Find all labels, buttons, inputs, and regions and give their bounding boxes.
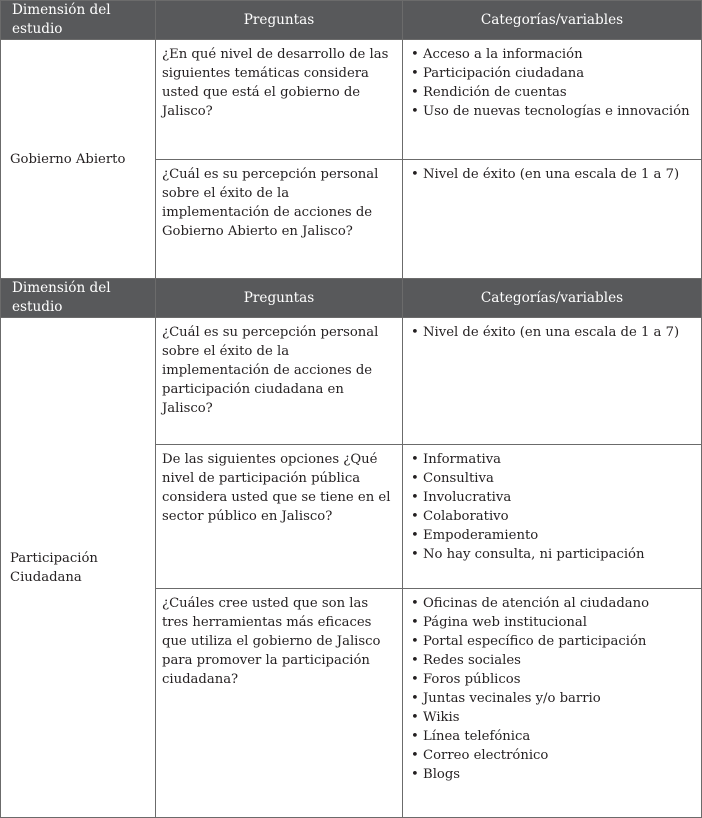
header-categories: Categorías/variables <box>403 1 702 40</box>
header-categories: Categorías/variables <box>403 279 702 318</box>
list-item: • Nivel de éxito (en una escala de 1 a 7) <box>411 323 697 342</box>
category-list <box>403 445 701 564</box>
question-text: ¿Cuáles cree usted que son las tres herramientas más eficaces que utiliza el gobierno de Jalisco para promover la participación ciudadana? <box>162 596 381 687</box>
list-item: • Foros públicos <box>411 670 697 689</box>
question-text: ¿En qué nivel de desarrollo de las siguientes temáticas considera usted que está el gobierno de Jalisco? <box>162 47 389 119</box>
list-item: • Acceso a la información <box>411 45 697 64</box>
list-item: • Rendición de cuentas <box>411 83 697 102</box>
list-item: • Involucrativa <box>411 488 697 507</box>
list-item: • Informativa <box>411 450 697 469</box>
question-text: ¿Cuál es su percepción personal sobre el éxito de la implementación de acciones de Gobierno Abierto en Jalisco? <box>162 167 379 239</box>
list-item: • Línea telefónica <box>411 727 697 746</box>
list-item: • Redes sociales <box>411 651 697 670</box>
question-cell <box>156 589 403 818</box>
header-questions: Preguntas <box>156 279 403 318</box>
question-cell <box>156 160 403 279</box>
categories-cell <box>403 40 702 160</box>
list-item: • Consultiva <box>411 469 697 488</box>
categories-cell <box>403 589 702 818</box>
list-item: • Juntas vecinales y/o barrio <box>411 689 697 708</box>
list-item: • Empoderamiento <box>411 526 697 545</box>
table-row <box>1 318 702 445</box>
header-questions: Preguntas <box>156 1 403 40</box>
header-dimension: Dimensión del estudio <box>1 1 156 40</box>
list-item: • No hay consulta, ni participación <box>411 545 697 564</box>
question-cell <box>156 318 403 445</box>
categories-cell <box>403 160 702 279</box>
category-list <box>403 318 701 342</box>
question-cell <box>156 40 403 160</box>
category-list <box>403 160 701 184</box>
list-item: • Nivel de éxito (en una escala de 1 a 7) <box>411 165 697 184</box>
categories-cell <box>403 445 702 589</box>
list-item: • Página web institucional <box>411 613 697 632</box>
table-row <box>1 40 702 160</box>
question-text: De las siguientes opciones ¿Qué nivel de participación pública considera usted que se tiene en el sector público en Jalisco? <box>162 452 391 524</box>
dimension-cell: Participación Ciudadana <box>1 318 156 818</box>
list-item: • Oficinas de atención al ciudadano <box>411 594 697 613</box>
header-row-2 <box>1 279 702 318</box>
dimension-cell: Gobierno Abierto <box>1 40 156 279</box>
list-item: • Colaborativo <box>411 507 697 526</box>
list-item: • Blogs <box>411 765 697 784</box>
list-item: • Wikis <box>411 708 697 727</box>
categories-cell <box>403 318 702 445</box>
category-list <box>403 40 701 121</box>
list-item: • Uso de nuevas tecnologías e innovación <box>411 102 697 121</box>
list-item: • Portal específico de participación <box>411 632 697 651</box>
list-item: • Correo electrónico <box>411 746 697 765</box>
header-row-1 <box>1 1 702 40</box>
question-text: ¿Cuál es su percepción personal sobre el éxito de la implementación de acciones de participación ciudadana en Jalisco? <box>162 325 379 416</box>
header-dimension: Dimensión del estudio <box>1 279 156 318</box>
list-item: • Participación ciudadana <box>411 64 697 83</box>
category-list <box>403 589 701 784</box>
question-cell <box>156 445 403 589</box>
